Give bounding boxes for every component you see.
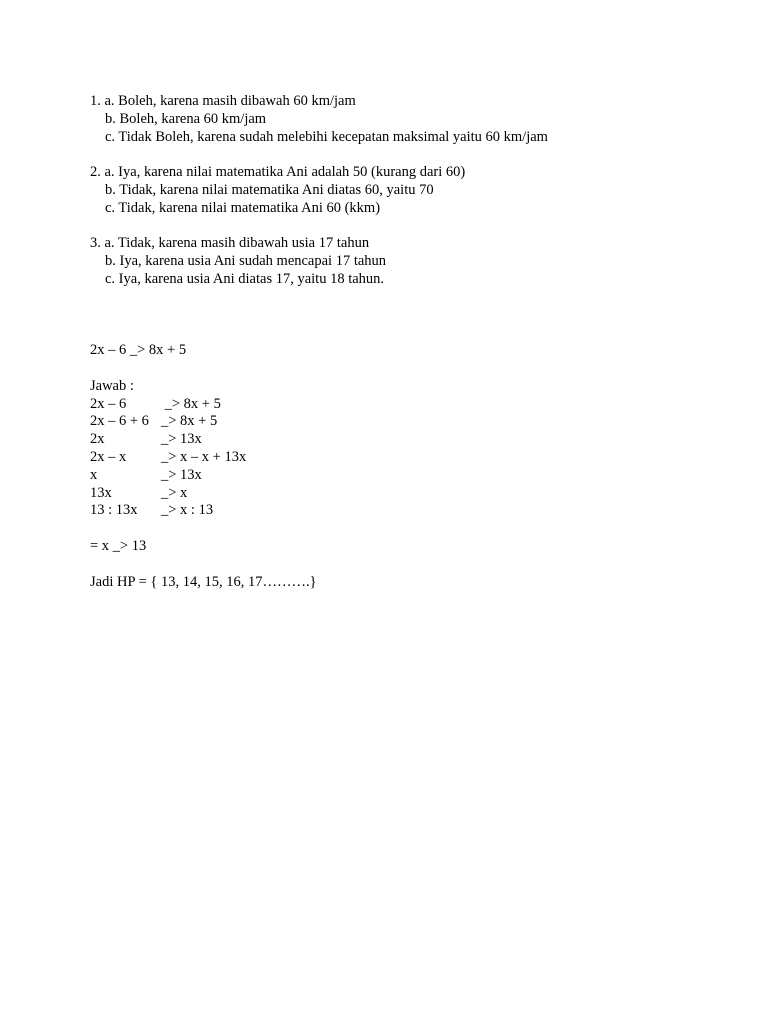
question-3 [90, 235, 730, 288]
solution-step [90, 449, 730, 467]
question-3-answer-a: 3. a. Tidak, karena masih dibawah usia 17 tahun [90, 235, 370, 252]
document-content [90, 93, 730, 591]
step-right-side: _> 13x [161, 466, 202, 483]
question-1 [90, 93, 730, 146]
question-1-answer-b: b. Boleh, karena 60 km/jam [105, 110, 267, 127]
answer-label: Jawab : [90, 377, 134, 394]
solution-step [90, 413, 730, 431]
solution-step [90, 485, 730, 503]
step-left-side: 2x – x [90, 448, 127, 465]
solution-step [90, 502, 730, 520]
spacer [90, 289, 730, 342]
question-2 [90, 164, 730, 217]
solution-step [90, 396, 730, 414]
spacer [90, 146, 730, 164]
solution-result: = x _> 13 [90, 537, 147, 554]
step-left-side: 2x [90, 431, 105, 448]
step-right-side: _> 13x [161, 431, 202, 448]
spacer [90, 556, 730, 574]
step-left-side: 2x – 6 [90, 395, 127, 412]
step-right-side: _> x [161, 484, 188, 501]
step-right-side: _> 8x + 5 [161, 395, 221, 412]
step-right-side: _> 8x + 5 [161, 413, 218, 430]
question-2-answer-b: b. Tidak, karena nilai matematika Ani diatas 60, yaitu 70 [105, 181, 434, 198]
question-2-answer-a: 2. a. Iya, karena nilai matematika Ani adalah 50 (kurang dari 60) [90, 164, 466, 181]
step-left-side: 2x – 6 + 6 [90, 413, 149, 430]
spacer [90, 360, 730, 378]
question-1-answer-c: c. Tidak Boleh, karena sudah melebihi kecepatan maksimal yaitu 60 km/jam [105, 128, 548, 145]
question-2-answer-c: c. Tidak, karena nilai matematika Ani 60 (kkm) [105, 199, 381, 216]
step-right-side: _> x : 13 [161, 502, 214, 519]
solution-step [90, 467, 730, 485]
solution-conclusion: Jadi HP = { 13, 14, 15, 16, 17……….} [90, 573, 317, 590]
solution-steps [90, 396, 730, 521]
solution-step [90, 431, 730, 449]
step-left-side: 13x [90, 484, 112, 501]
step-right-side: _> x – x + 13x [161, 448, 247, 465]
inequality-problem: 2x – 6 _> 8x + 5 [90, 342, 187, 359]
spacer [90, 520, 730, 538]
question-3-answer-b: b. Iya, karena usia Ani sudah mencapai 17 tahun [105, 253, 387, 270]
question-1-answer-a: 1. a. Boleh, karena masih dibawah 60 km/jam [90, 93, 356, 109]
spacer [90, 218, 730, 236]
step-left-side: 13 : 13x [90, 502, 138, 519]
step-left-side: x [90, 466, 98, 483]
question-3-answer-c: c. Iya, karena usia Ani diatas 17, yaitu 18 tahun. [105, 270, 385, 287]
